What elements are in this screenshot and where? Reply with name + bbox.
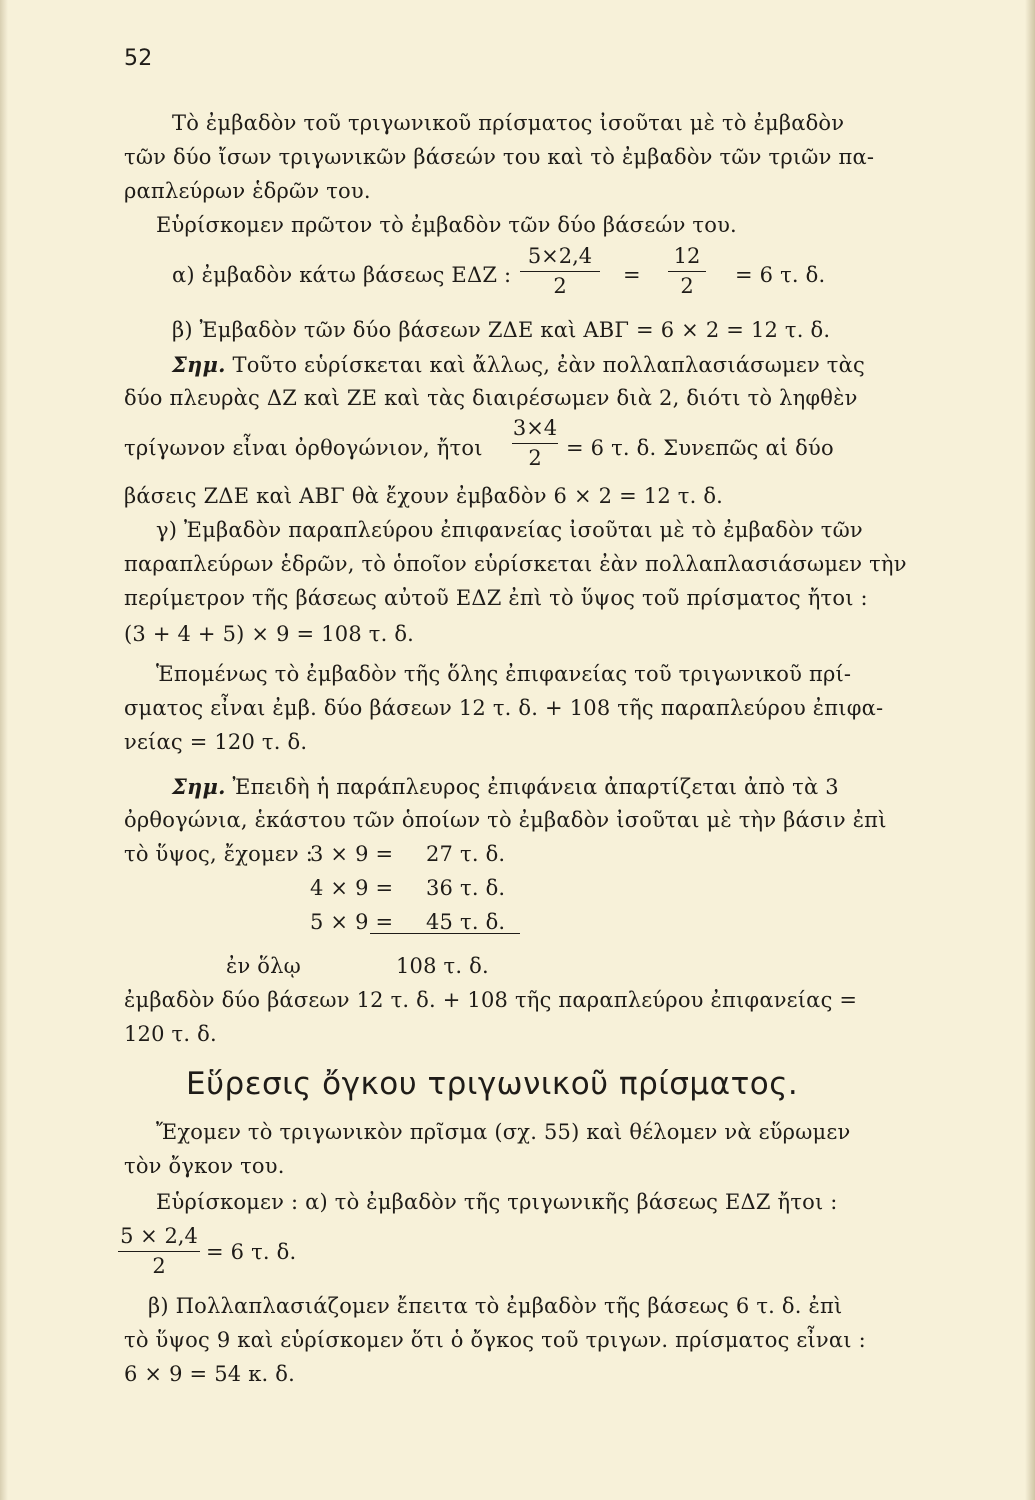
note2-row-3-expr: 5 × 9 = [310, 910, 394, 934]
note2-line-1 [172, 776, 839, 798]
alpha-label: α) ἐμβαδὸν κάτω βάσεως ΕΔΖ : [172, 263, 512, 287]
note2-total-value: 108 τ. δ. [396, 954, 489, 978]
note2-row-3-val: 45 τ. δ. [426, 910, 506, 934]
volume-beta-line-3: 6 × 9 = 54 κ. δ. [124, 1362, 296, 1386]
gamma-line-1: γ) Ἐμβαδὸν παραπλεύρου ἐπιφανείας ἰσοῦται μὲ τὸ ἐμβαδὸν τῶν [156, 518, 863, 542]
volume-fraction-denominator: 2 [152, 1254, 166, 1278]
note1-fraction-numerator: 3×4 [512, 416, 558, 440]
volume-fraction-bar [118, 1251, 200, 1252]
note1-fraction-denominator: 2 [528, 446, 542, 470]
note2-line-2: ὀρθογώνια, ἑκάστου τῶν ὁποίων τὸ ἐμβαδὸν ἰσοῦται μὲ τὴν βάσιν ἐπὶ [124, 808, 887, 832]
intro-line-1: Τὸ ἐμβαδὸν τοῦ τριγωνικοῦ πρίσματος ἰσοῦται μὲ τὸ ἐμβαδὸν [172, 111, 845, 135]
note2-summary-line-1: ἐμβαδὸν δύο βάσεων 12 τ. δ. + 108 τῆς παραπλεύρου ἐπιφανείας = [124, 988, 858, 1012]
consequently-line-3: νείας = 120 τ. δ. [124, 730, 308, 754]
intro-line-4: Εὑρίσκομεν πρῶτον τὸ ἐμβαδὸν τῶν δύο βάσεών του. [156, 213, 737, 237]
alpha-fraction-1-denominator: 2 [553, 274, 567, 298]
alpha-fraction-2 [668, 246, 706, 297]
note1-fraction-bar [512, 443, 558, 444]
intro-line-2: τῶν δύο ἴσων τριγωνικῶν βάσεών του καὶ τὸ ἐμβαδὸν τῶν τριῶν πα- [124, 145, 875, 169]
sum-rule [370, 933, 520, 934]
note2-row-1-val: 27 τ. δ. [426, 842, 506, 866]
consequently-line-2: σματος εἶναι ἐμβ. δύο βάσεων 12 τ. δ. + 108 τῆς παραπλεύρου ἐπιφα- [124, 696, 884, 720]
note2-line-1-text: Ἐπειδὴ ἡ παράπλευρος ἐπιφάνεια ἀπαρτίζεται ἀπὸ τὰ 3 [232, 775, 839, 799]
page-edge-shadow-left [0, 0, 8, 1500]
intro-line-3: ραπλεύρων ἑδρῶν του. [124, 179, 371, 203]
alpha-equals: = [623, 263, 641, 287]
volume-line-2: τὸν ὄγκον του. [124, 1154, 285, 1178]
note2-label: Σημ. [172, 774, 226, 799]
volume-fraction-numerator: 5 × 2,4 [120, 1224, 198, 1248]
note1-line-1-text: Τοῦτο εὑρίσκεται καὶ ἄλλως, ἐὰν πολλαπλασιάσωμεν τὰς [232, 353, 865, 377]
note2-line-3: τὸ ὕψος, ἔχομεν : [124, 842, 314, 866]
volume-fraction-result: = 6 τ. δ. [206, 1240, 297, 1264]
note2-total-label: ἐν ὅλῳ [226, 954, 301, 978]
note2-row-2-expr: 4 × 9 = [310, 876, 394, 900]
note2-row-1-expr: 3 × 9 = [310, 842, 394, 866]
volume-beta-line-2: τὸ ὕψος 9 καὶ εὑρίσκομεν ὅτι ὁ ὄγκος τοῦ τριγων. πρίσματος εἶναι : [124, 1328, 866, 1352]
note2-summary-line-2: 120 τ. δ. [124, 1022, 217, 1046]
note1-fraction [512, 418, 558, 469]
alpha-fraction-1 [520, 246, 600, 297]
volume-beta-line-1: β) Πολλαπλασιάζομεν ἔπειτα τὸ ἐμβαδὸν τῆς βάσεως 6 τ. δ. ἐπὶ [148, 1294, 843, 1318]
gamma-line-3: περίμετρον τῆς βάσεως αὐτοῦ ΕΔΖ ἐπὶ τὸ ὕψος τοῦ πρίσματος ἤτοι : [124, 586, 868, 610]
consequently-line-1: Ἑπομένως τὸ ἐμβαδὸν τῆς ὅλης ἐπιφανείας τοῦ τριγωνικοῦ πρί- [156, 662, 852, 686]
alpha-fraction-2-denominator: 2 [680, 274, 694, 298]
alpha-fraction-1-bar [520, 271, 600, 272]
beta-line: β) Ἐμβαδὸν τῶν δύο βάσεων ΖΔΕ καὶ ΑΒΓ = 6 × 2 = 12 τ. δ. [172, 318, 831, 342]
note1-line-3-pre: τρίγωνον εἶναι ὀρθογώνιον, ἤτοι [124, 436, 483, 460]
alpha-fraction-2-bar [668, 271, 706, 272]
note1-line-4: βάσεις ΖΔΕ καὶ ΑΒΓ θὰ ἔχουν ἐμβαδὸν 6 × 2 = 12 τ. δ. [124, 484, 724, 508]
note1-line-3-post: = 6 τ. δ. Συνεπῶς αἱ δύο [566, 436, 834, 460]
volume-line-3: Εὑρίσκομεν : α) τὸ ἐμβαδὸν τῆς τριγωνικῆς βάσεως ΕΔΖ ἤτοι : [156, 1190, 838, 1214]
volume-fraction [118, 1226, 200, 1277]
gamma-line-2: παραπλεύρων ἑδρῶν, τὸ ὁποῖον εὑρίσκεται ἐὰν πολλαπλασιάσωμεν τὴν [124, 552, 907, 576]
alpha-fraction-2-numerator: 12 [673, 244, 701, 268]
page-number: 52 [124, 46, 153, 71]
alpha-fraction-1-numerator: 5×2,4 [527, 244, 593, 268]
page-edge-shadow-right [1025, 0, 1035, 1500]
note1-line-1 [172, 354, 865, 376]
note1-label: Σημ. [172, 352, 226, 377]
note1-line-2: δύο πλευρὰς ΔΖ καὶ ΖΕ καὶ τὰς διαιρέσωμεν διὰ 2, διότι τὸ ληφθὲν [124, 386, 858, 410]
alpha-result: = 6 τ. δ. [735, 263, 826, 287]
gamma-line-4: (3 + 4 + 5) × 9 = 108 τ. δ. [124, 622, 415, 646]
note2-row-2-val: 36 τ. δ. [426, 876, 506, 900]
volume-line-1: Ἔχομεν τὸ τριγωνικὸν πρῖσμα (σχ. 55) καὶ θέλομεν νὰ εὕρωμεν [156, 1120, 851, 1144]
section-heading: Εὕρεσις ὄγκου τριγωνικοῦ πρίσματος. [186, 1066, 799, 1102]
